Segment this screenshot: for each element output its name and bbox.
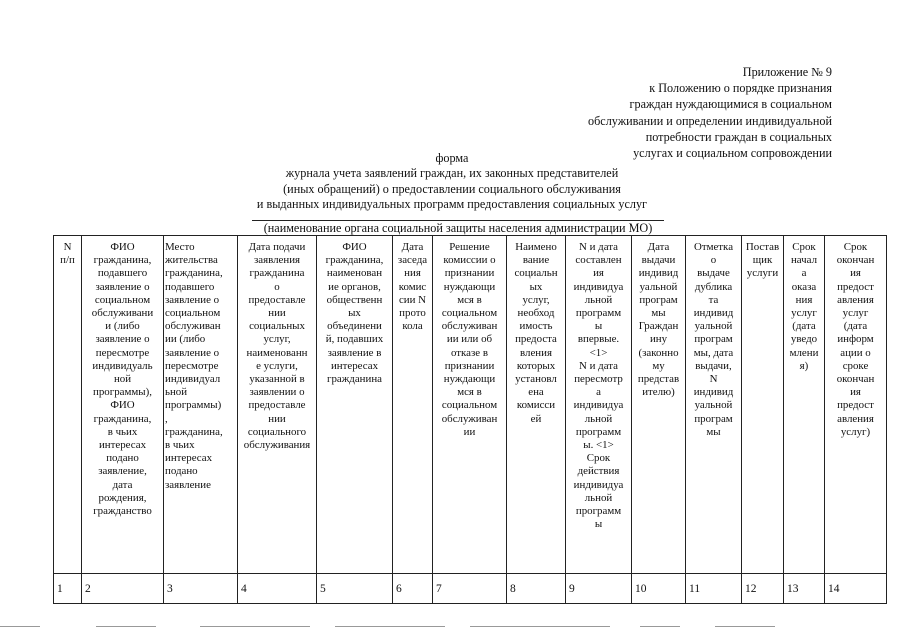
col-header-commission-decision: Решение комиссии о признании нуждающи мся в социальном обслуживан ии или об отказе в признании нуждающи мся в социальном обслуживан ии [433,236,507,574]
col-header-number: N п/п [54,236,82,574]
col-header-end: Срок окончан ия предост авления услуг (дата информ ации о сроке окончан ия предост авления услуг) [825,236,887,574]
column-number: 1 [54,574,82,604]
form-title-line: (иных обращений) о предоставлении социального обслуживания [283,181,621,196]
column-number: 13 [784,574,825,604]
appendix-line: обслуживании и определении индивидуальной [588,113,832,128]
bottom-page-edge [0,624,905,630]
header-row [54,236,887,574]
form-title [190,151,714,213]
appendix-line: услугах и социальном сопровождении [633,146,832,161]
column-number: 12 [742,574,784,604]
column-number: 14 [825,574,887,604]
col-header-applicant-name: ФИО гражданина, подавшего заявление о социальном обслуживани и (либо заявление о пересмотре индивидуаль ной программы), ФИО гражданина, в чьих интересах подано заявление, дата рождения, гражданство [82,236,164,574]
appendix-block [532,64,832,161]
edge-stroke [715,626,775,627]
column-number: 4 [238,574,317,604]
org-name-caption: (наименование органа социальной защиты населения администрации МО) [252,220,664,235]
col-header-representative: ФИО гражданина, наименован ие органов, общественн ых объединени й, подавших заявление в интересах гражданина [317,236,393,574]
col-header-issue-date: Дата выдачи индивид уальной програм мы Граждан ину (законно му представ ителю) [632,236,686,574]
column-number: 6 [393,574,433,604]
appendix-line: Приложение № 9 [742,65,832,79]
journal-table [53,235,887,604]
col-header-commission-date: Дата заседа ния комис сии N прото кола [393,236,433,574]
column-number: 2 [82,574,164,604]
col-header-duplicate: Отметка о выдаче дублика та индивид уальной програм мы, дата выдачи, N индивид уальной програм мы [686,236,742,574]
col-header-start: Срок начал а оказа ния услуг (дата уведо млени я) [784,236,825,574]
column-number: 3 [164,574,238,604]
form-title-line: форма [435,151,469,165]
column-number: 9 [566,574,632,604]
edge-stroke [200,626,310,627]
edge-stroke [96,626,156,627]
edge-stroke [640,626,680,627]
col-header-services: Наимено вание социальн ых услуг, необход имость предоста вления которых установл ена комисси ей [507,236,566,574]
col-header-provider: Постав щик услуги [742,236,784,574]
col-header-residence: Место жительства гражданина, подавшего заявление о социальном обслуживан ии (либо заявление о пересмотре индивидуал ьной программы) , гражданина, в чьих интересах подано заявление [164,236,238,574]
column-number: 10 [632,574,686,604]
column-number: 8 [507,574,566,604]
edge-stroke [470,626,610,627]
column-number: 7 [433,574,507,604]
appendix-line: граждан нуждающимися в социальном [629,97,832,112]
col-header-program: N и дата составлен ия индивидуа льной программ ы впервые. <1> N и дата пересмотр а индивидуа льной программ ы. <1> Срок действия индивидуа льной программ ы [566,236,632,574]
column-number: 5 [317,574,393,604]
form-title-line: журнала учета заявлений граждан, их законных представителей [285,166,619,181]
column-number-row [54,574,887,604]
col-header-application-date: Дата подачи заявления гражданина о предоставле нии социальных услуг, наименованн е услуги, указанной в заявлении о предоставле нии социального обслуживания [238,236,317,574]
edge-stroke [0,626,40,627]
column-number: 11 [686,574,742,604]
appendix-line: потребности граждан в социальных [645,129,832,144]
edge-stroke [335,626,445,627]
appendix-line: к Положению о порядке признания [649,81,832,96]
form-title-line: и выданных индивидуальных программ предоставления социальных услуг [256,197,648,212]
